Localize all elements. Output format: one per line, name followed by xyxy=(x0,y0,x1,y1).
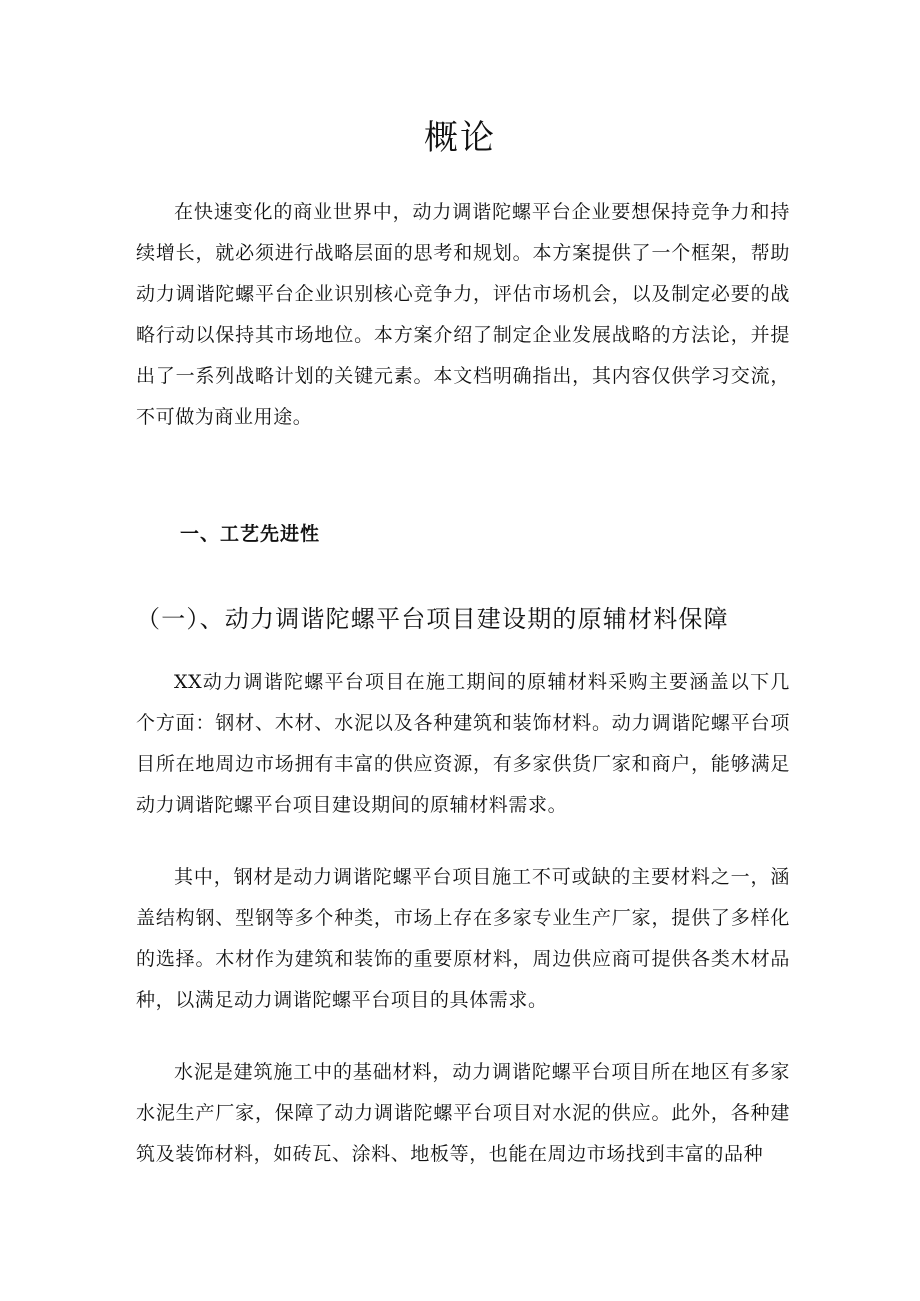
body-paragraph-2: 其中，钢材是动力调谐陀螺平台项目施工不可或缺的主要材料之一，涵盖结构钢、型钢等多个种类，市场上存在多家专业生产厂家，提供了多样化的选择。木材作为建筑和装饰的重要原材料，周边供应商可提供各类木材品种，以满足动力调谐陀螺平台项目的具体需求。 xyxy=(136,866,790,1011)
body-paragraph-1: XX动力调谐陀螺平台项目在施工期间的原辅材料采购主要涵盖以下几个方面：钢材、木材、水泥以及各种建筑和装饰材料。动力调谐陀螺平台项目所在地周边市场拥有丰富的供应资源，有多家供货厂家和商户，能够满足动力调谐陀螺平台项目建设期间的原辅材料需求。 xyxy=(136,671,790,816)
subsection-heading: （一）、动力调谐陀螺平台项目建设期的原辅材料保障 xyxy=(136,605,729,633)
section-heading: 一、工艺先进性 xyxy=(180,523,321,545)
intro-paragraph: 在快速变化的商业世界中，动力调谐陀螺平台企业要想保持竞争力和持续增长，就必须进行战略层面的思考和规划。本方案提供了一个框架，帮助动力调谐陀螺平台企业识别核心竞争力，评估市场机会，以及制定必要的战略行动以保持其市场地位。本方案介绍了制定企业发展战略的方法论，并提出了一系列战略计划的关键元素。本文档明确指出，其内容仅供学习交流，不可做为商业用途。 xyxy=(136,201,790,428)
page-title: 概论 xyxy=(424,118,496,158)
body-paragraph-3: 水泥是建筑施工中的基础材料，动力调谐陀螺平台项目所在地区有多家水泥生产厂家，保障了动力调谐陀螺平台项目对水泥的供应。此外，各种建筑及装饰材料，如砖瓦、涂料、地板等，也能在周边市场找到丰富的品种 xyxy=(136,1061,790,1165)
